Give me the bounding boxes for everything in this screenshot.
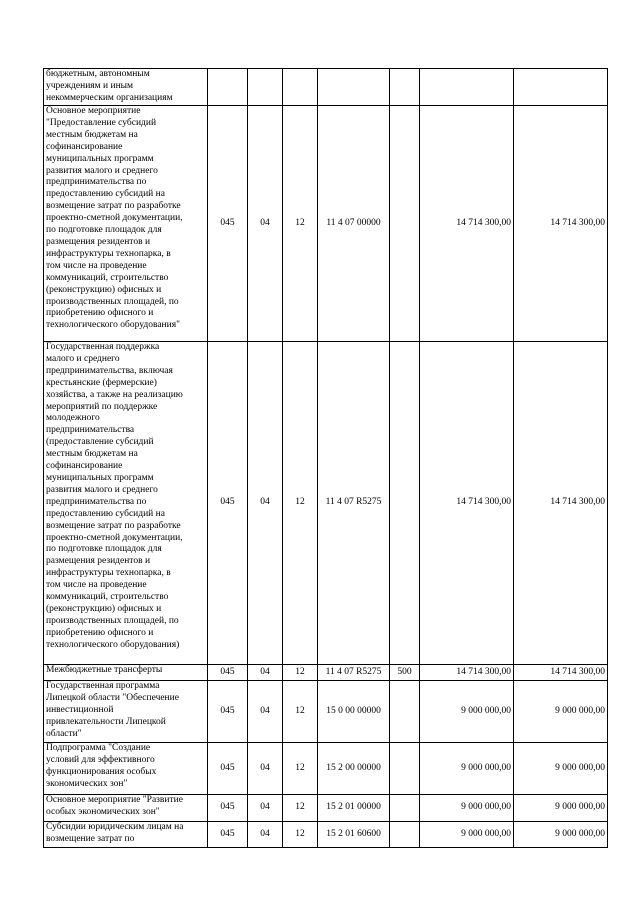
subsection-code <box>283 69 318 106</box>
target-article: 11 4 07 R5275 <box>318 342 390 665</box>
row-name: бюджетным, автономным учреждениям и иным некоммерческим организациям <box>44 69 208 106</box>
subsection-code: 12 <box>283 795 318 822</box>
table-row <box>44 69 608 106</box>
sum-year-2: 14 714 300,00 <box>514 665 608 681</box>
subsection-code: 12 <box>283 822 318 848</box>
budget-table <box>43 68 608 848</box>
subsection-code: 12 <box>283 106 318 342</box>
table-row <box>44 106 608 342</box>
row-name: Подпрограмма "Создание условий для эффективного функционирования особых экономических зон" <box>44 743 208 795</box>
section-code: 04 <box>248 743 283 795</box>
admin-code: 045 <box>208 743 248 795</box>
expense-type <box>390 106 420 342</box>
section-code: 04 <box>248 665 283 681</box>
admin-code: 045 <box>208 665 248 681</box>
admin-code: 045 <box>208 106 248 342</box>
row-name: Государственная программа Липецкой области "Обеспечение инвестиционной привлекательности Липецкой области" <box>44 681 208 743</box>
subsection-code: 12 <box>283 681 318 743</box>
table-row <box>44 822 608 848</box>
admin-code: 045 <box>208 795 248 822</box>
target-article: 15 2 01 00000 <box>318 795 390 822</box>
expense-type <box>390 743 420 795</box>
row-name: Межбюджетные трансферты <box>44 665 208 681</box>
subsection-code: 12 <box>283 342 318 665</box>
sum-year-1 <box>420 69 514 106</box>
expense-type <box>390 822 420 848</box>
sum-year-1: 9 000 000,00 <box>420 822 514 848</box>
sum-year-1: 14 714 300,00 <box>420 106 514 342</box>
sum-year-2: 9 000 000,00 <box>514 681 608 743</box>
row-name: Основное мероприятие "Предоставление субсидий местным бюджетам на софинансирование муниципальных программ развития малого и среднего предпринимательства по предоставлению субсидий на возмещение затрат по разработке проектно-сметной документации, по подготовке площадок для размещения резидентов и инфраструктуры технопарка, в том числе на проведение коммуникаций, строительство (реконструкцию) офисных и производственных площадей, по приобретению офисного и технологического оборудования" <box>44 106 208 342</box>
row-name: Субсидии юридическим лицам на возмещение затрат по <box>44 822 208 848</box>
section-code: 04 <box>248 342 283 665</box>
section-code <box>248 69 283 106</box>
expense-type <box>390 681 420 743</box>
sum-year-2: 14 714 300,00 <box>514 106 608 342</box>
section-code: 04 <box>248 106 283 342</box>
section-code: 04 <box>248 795 283 822</box>
target-article: 15 0 00 00000 <box>318 681 390 743</box>
subsection-code: 12 <box>283 743 318 795</box>
sum-year-2 <box>514 69 608 106</box>
target-article: 11 4 07 00000 <box>318 106 390 342</box>
section-code: 04 <box>248 822 283 848</box>
row-name: Государственная поддержка малого и среднего предпринимательства, включая крестьянские (фермерские) хозяйства, а также на реализацию мероприятий по поддержке молодежного предпринимательства (предоставление субсидий местным бюджетам на софинансирование муниципальных программ развития малого и среднего предпринимательства по предоставлению субсидий на возмещение затрат по разработке проектно-сметной документации, по подготовке площадок для размещения резидентов и инфраструктуры технопарка, в том числе на проведение коммуникаций, строительство (реконструкцию) офисных и производственных площадей, по приобретению офисного и технологического оборудования) <box>44 342 208 665</box>
admin-code: 045 <box>208 681 248 743</box>
table-row <box>44 681 608 743</box>
target-article: 15 2 01 60600 <box>318 822 390 848</box>
subsection-code: 12 <box>283 665 318 681</box>
sum-year-2: 14 714 300,00 <box>514 342 608 665</box>
sum-year-1: 14 714 300,00 <box>420 665 514 681</box>
sum-year-2: 9 000 000,00 <box>514 743 608 795</box>
expense-type: 500 <box>390 665 420 681</box>
admin-code: 045 <box>208 342 248 665</box>
table-row <box>44 665 608 681</box>
sum-year-2: 9 000 000,00 <box>514 822 608 848</box>
sum-year-2: 9 000 000,00 <box>514 795 608 822</box>
target-article <box>318 69 390 106</box>
admin-code: 045 <box>208 822 248 848</box>
sum-year-1: 9 000 000,00 <box>420 795 514 822</box>
sum-year-1: 9 000 000,00 <box>420 681 514 743</box>
table-row <box>44 795 608 822</box>
row-name: Основное мероприятие "Развитие особых экономических зон" <box>44 795 208 822</box>
admin-code <box>208 69 248 106</box>
expense-type <box>390 795 420 822</box>
expense-type <box>390 342 420 665</box>
table-row <box>44 342 608 665</box>
table-row <box>44 743 608 795</box>
target-article: 11 4 07 R5275 <box>318 665 390 681</box>
expense-type <box>390 69 420 106</box>
sum-year-1: 9 000 000,00 <box>420 743 514 795</box>
section-code: 04 <box>248 681 283 743</box>
sum-year-1: 14 714 300,00 <box>420 342 514 665</box>
target-article: 15 2 00 00000 <box>318 743 390 795</box>
